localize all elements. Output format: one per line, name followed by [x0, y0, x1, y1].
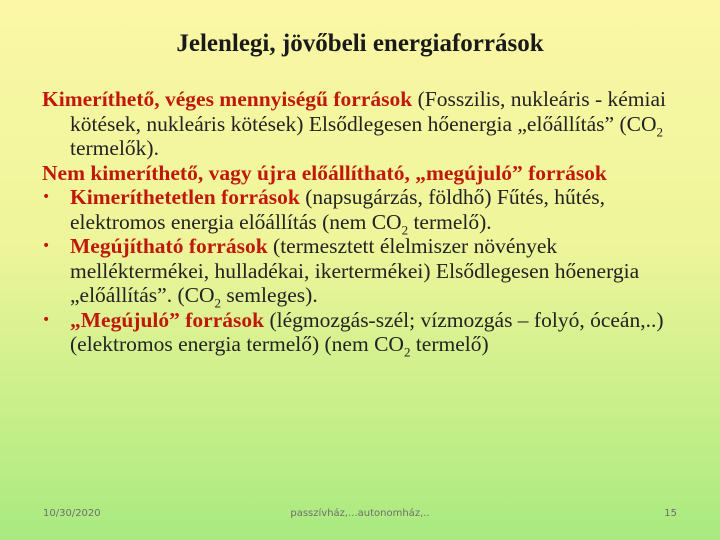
bullet-text: (napsugárzás, földhő) Fűtés, hűtés, elektromos energia előállítás (nem CO: [70, 185, 605, 234]
bullet-item-renewable-sources: [42, 234, 682, 311]
co2-subscript: 2: [656, 123, 663, 139]
slide-content: [42, 87, 682, 360]
bullet-text: (légmozgás-szél; vízmozgás – folyó, óceán,..) (elektromos energia termelő) (nem CO: [70, 307, 664, 356]
bullet-heading: „Megújuló” források: [70, 307, 265, 332]
bullet-icon: •: [42, 311, 51, 328]
bullet-text-end: semleges).: [220, 283, 318, 307]
co2-subscript: 2: [214, 295, 221, 311]
bullet-item-inexhaustible: [42, 185, 682, 237]
renewable-heading: Nem kimeríthető, vagy újra előállítható, „megújuló” források: [42, 160, 607, 185]
bullet-icon: •: [42, 238, 51, 254]
bullet-heading: Kimeríthetetlen források: [70, 185, 300, 209]
paragraph-renewable: [42, 161, 682, 186]
exhaustible-text-end: termelők).: [70, 136, 159, 160]
exhaustible-text: (Fosszilis, nukleáris - kémiai kötések, nukleáris kötések) Elsődlegesen hőenergia „előállítás” (CO: [70, 87, 666, 136]
page-number: 15: [664, 508, 677, 519]
slide-title: Jelenlegi, jövőbeli energiaforrások: [176, 30, 544, 57]
bullet-text-end: termelő).: [408, 209, 492, 234]
bullet-text: (termesztett élelmiszer növények melléktermékei, hulladékai, ikertermékei) Elsődlegesen hőenergia „előállítás”. (CO: [70, 234, 640, 307]
bullet-icon: •: [42, 189, 51, 205]
co2-subscript: 2: [403, 344, 411, 360]
co2-subscript: 2: [401, 221, 409, 237]
exhaustible-heading: Kimeríthető, véges mennyiségű források: [42, 87, 413, 111]
footer-date: 10/30/2020: [43, 508, 101, 519]
footer-text: passzívház,...autonomház,..: [290, 508, 430, 519]
bullet-item-renewing-sources: [42, 307, 682, 360]
paragraph-exhaustible: [42, 87, 682, 161]
bullet-heading: Megújítható források: [70, 234, 268, 258]
bullet-text-end: termelő): [410, 332, 489, 356]
